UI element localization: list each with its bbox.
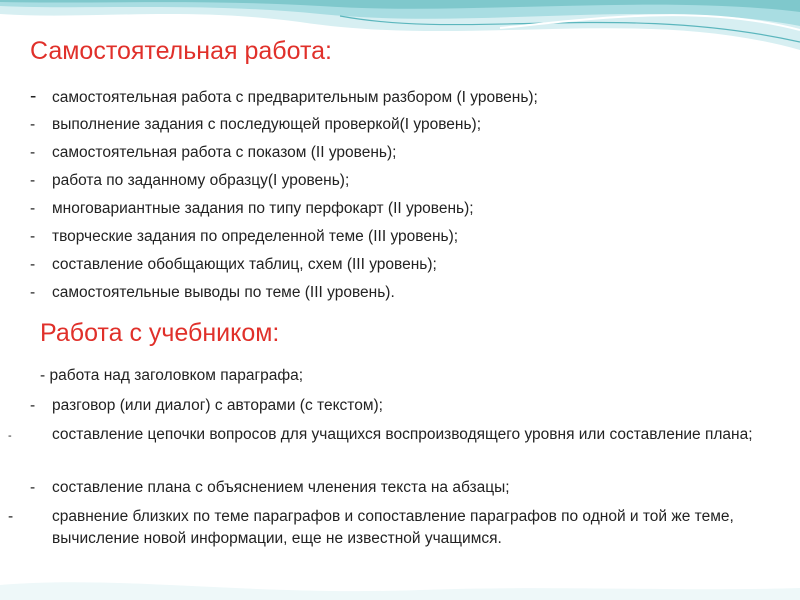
list-item-text: составление плана с объяснением членения текста на абзацы; [52,479,510,496]
list-item-text: сравнение близких по теме параграфов и сопоставление параграфов по одной и той же теме, вычисление новой информации, еще не известной учащимся. [52,508,734,547]
list-dash: - [30,86,37,107]
section-title-textbook-work: Работа с учебником: [40,319,280,347]
list-item-text: многовариантные задания по типу перфокарт (II уровень); [52,200,474,217]
list-item-text: самостоятельные выводы по теме (III уровень). [52,284,395,301]
list-item-text: работа над заголовком параграфа; [49,367,304,384]
list-item [30,86,538,109]
list-item-text: выполнение задания с последующей проверкой(I уровень); [52,116,481,133]
section-title-independent-work: Самостоятельная работа: [30,37,332,65]
list-dash: - [30,228,36,245]
list-item [30,254,437,276]
list-item [30,477,510,499]
list-dash: - [30,172,36,189]
list-item-text: работа по заданному образцу(I уровень); [52,172,350,189]
list-item [30,395,383,417]
list-item [30,142,396,164]
list-item [30,114,481,136]
list-dash: - [8,430,12,442]
list-dash: - [30,479,36,496]
list-item [8,506,772,550]
list-item-text: составление обобщающих таблиц, схем (III уровень); [52,256,437,273]
list-item-text: самостоятельная работа с показом (II уровень); [52,144,397,161]
list-item [30,226,458,248]
list-dash: - [8,508,14,525]
list-item [8,424,772,447]
list-dash: - [40,367,46,384]
list-dash: - [30,116,36,133]
list-dash: - [30,256,36,273]
list-item [30,170,349,192]
list-item-text: разговор (или диалог) с авторами (с текстом); [52,397,383,414]
list-dash: - [30,284,36,301]
list-dash: - [30,397,36,414]
list-dash: - [30,200,36,217]
list-item [30,198,474,220]
list-item [40,365,303,387]
list-item-text: творческие задания по определенной теме (III уровень); [52,228,459,245]
list-item-text: составление цепочки вопросов для учащихся воспроизводящего уровня или составление плана; [52,426,753,443]
list-item [30,282,395,304]
list-dash: - [30,144,36,161]
list-item-text: самостоятельная работа с предварительным разбором (I уровень); [52,89,538,106]
